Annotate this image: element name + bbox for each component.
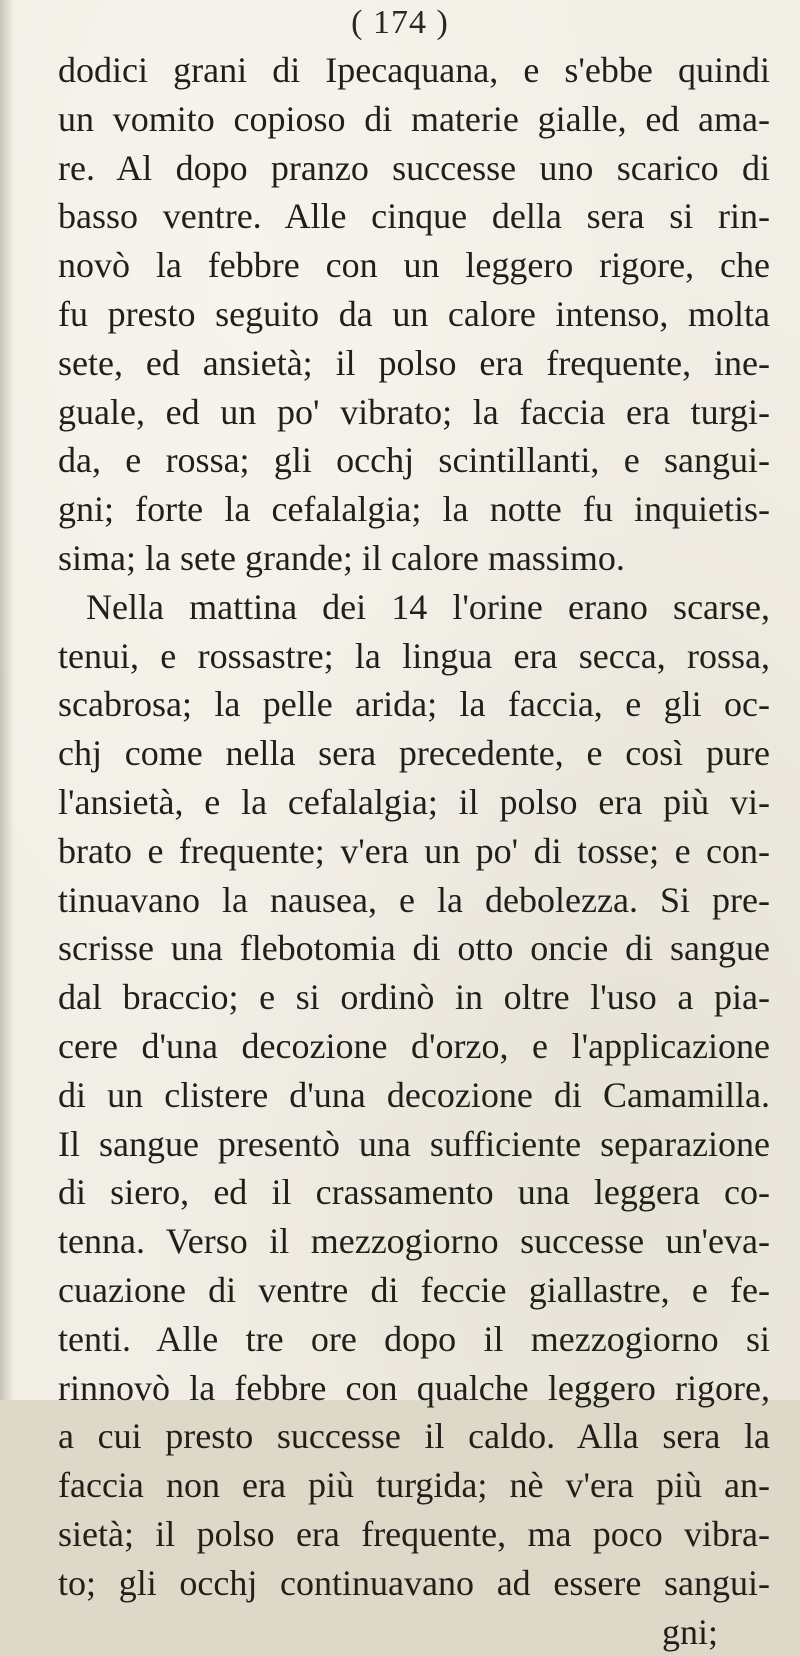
body-text [58, 46, 770, 1656]
text-line-2: un vomito copioso di materie gialle, ed ama- [58, 95, 770, 144]
text-line-31: sietà; il polso era frequente, ma poco vibra- [58, 1510, 770, 1559]
text-line-21: cere d'una decozione d'orzo, e l'applicazione [58, 1022, 770, 1071]
text-line-22: di un clistere d'una decozione di Camamilla. [58, 1071, 770, 1120]
text-line-3: re. Al dopo pranzo successe uno scarico di [58, 144, 770, 193]
text-line-30: faccia non era più turgida; nè v'era più an- [58, 1461, 770, 1510]
catchword: gni; [58, 1608, 770, 1656]
text-line-12: Nella mattina dei 14 l'orine erano scarse, [58, 583, 770, 632]
text-line-23: Il sangue presentò una sufficiente separazione [58, 1120, 770, 1169]
page-number: ( 174 ) [0, 4, 800, 42]
text-line-19: scrisse una flebotomia di otto oncie di sangue [58, 924, 770, 973]
text-line-29: a cui presto successe il caldo. Alla sera la [58, 1412, 770, 1461]
text-line-5: novò la febbre con un leggero rigore, che [58, 241, 770, 290]
text-line-32: to; gli occhj continuavano ad essere sangui- [58, 1559, 770, 1608]
text-line-4: basso ventre. Alle cinque della sera si rin- [58, 192, 770, 241]
text-line-26: cuazione di ventre di feccie giallastre, e fe- [58, 1266, 770, 1315]
text-line-16: l'ansietà, e la cefalalgia; il polso era più vi- [58, 778, 770, 827]
text-line-17: brato e frequente; v'era un po' di tosse; e con- [58, 827, 770, 876]
text-line-9: da, e rossa; gli occhj scintillanti, e sangui- [58, 436, 770, 485]
text-line-20: dal braccio; e si ordinò in oltre l'uso a pia- [58, 973, 770, 1022]
text-line-11: sima; la sete grande; il calore massimo. [58, 534, 770, 583]
text-line-1: dodici grani di Ipecaquana, e s'ebbe quindi [58, 46, 770, 95]
text-line-28: rinnovò la febbre con qualche leggero rigore, [58, 1364, 770, 1413]
text-line-15: chj come nella sera precedente, e così pure [58, 729, 770, 778]
text-line-24: di siero, ed il crassamento una leggera co- [58, 1168, 770, 1217]
text-line-10: gni; forte la cefalalgia; la notte fu inquietis- [58, 485, 770, 534]
text-line-8: guale, ed un po' vibrato; la faccia era turgi- [58, 388, 770, 437]
text-line-6: fu presto seguito da un calore intenso, molta [58, 290, 770, 339]
text-line-7: sete, ed ansietà; il polso era frequente, ine- [58, 339, 770, 388]
text-line-13: tenui, e rossastre; la lingua era secca, rossa, [58, 632, 770, 681]
text-line-14: scabrosa; la pelle arida; la faccia, e gli oc- [58, 680, 770, 729]
text-line-18: tinuavano la nausea, e la debolezza. Si pre- [58, 876, 770, 925]
text-line-27: tenti. Alle tre ore dopo il mezzogiorno si [58, 1315, 770, 1364]
text-line-25: tenna. Verso il mezzogiorno successe un'eva- [58, 1217, 770, 1266]
